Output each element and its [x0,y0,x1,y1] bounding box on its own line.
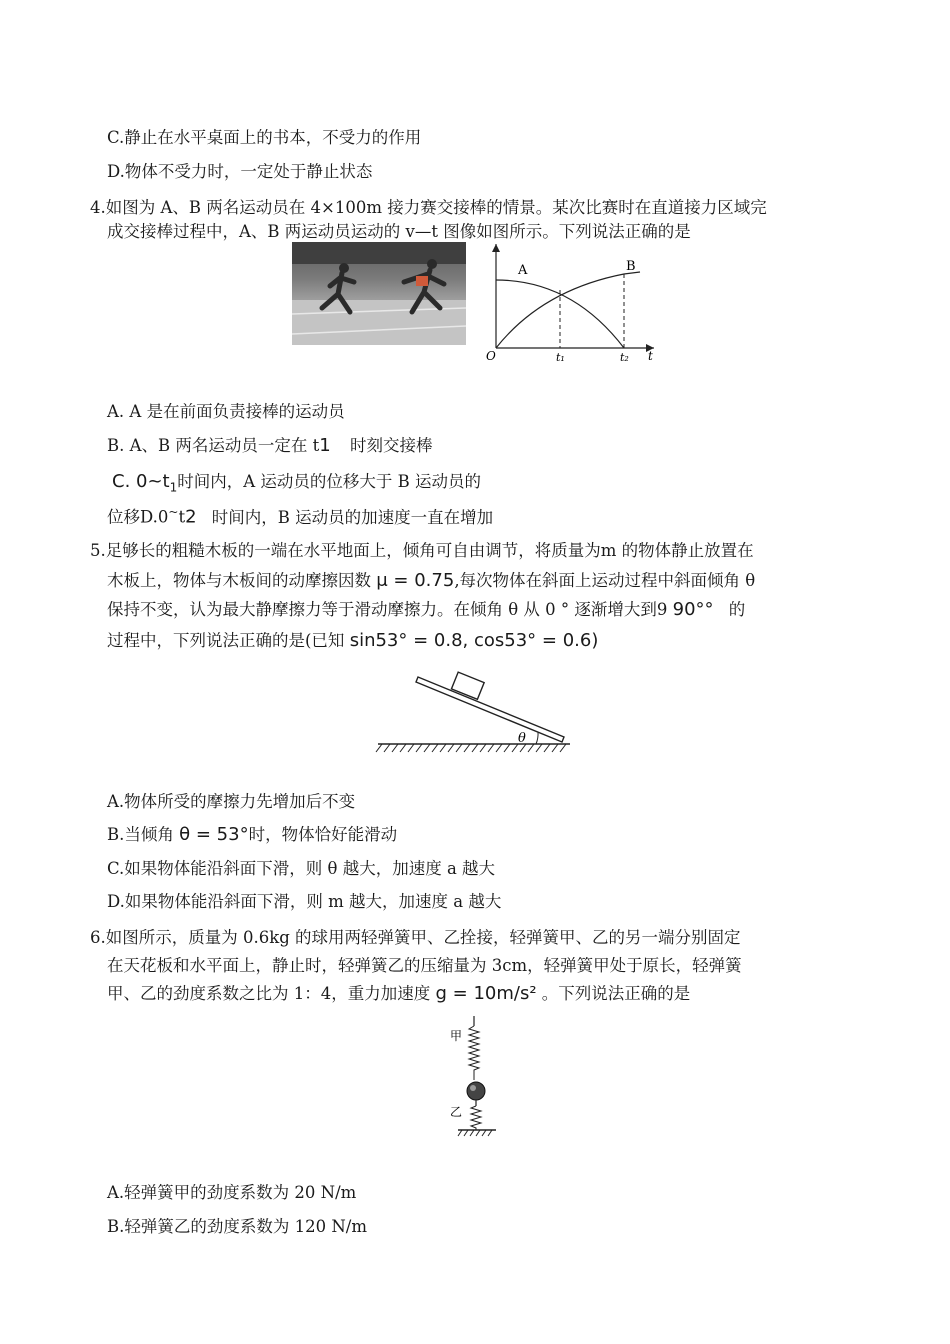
q5-stem-line2-prefix: 木板上，物体与木板间的动摩擦因数 [107,571,377,590]
q6-stem-line3 [107,982,690,1006]
figure-label-yi: 乙 [450,1105,463,1119]
q4-option-c-suffix: 时间内，A 运动员的位移大于 B 运动员的 [177,472,482,491]
figure-label-jia: 甲 [450,1029,463,1043]
graph-label-a: A [518,263,528,278]
q4-option-cd-prefix: 位移D.0 [107,507,169,527]
q5-option-a: A.物体所受的摩擦力先增加后不变 [107,792,356,811]
ball [467,1082,485,1100]
q3-option-c: C.静止在水平桌面上的书本，不受力的作用 [107,128,422,147]
q5-stem-line3-suffix: 的 [723,600,746,619]
q5-option-b [107,823,397,847]
q4-option-cd-t: t [178,507,186,527]
q4-option-b [107,434,432,458]
q6-g-formula: g = 10m/s² [435,983,537,1004]
q4-option-c-d-line [107,500,493,530]
q5-option-b-formula: θ = 53° [179,824,249,845]
q6-option-b: B.轻弹簧乙的劲度系数为 120 N/m [107,1217,367,1236]
q5-option-b-suffix: 时，物体恰好能滑动 [248,825,398,844]
q5-stem-line2 [107,569,755,593]
q5-stem-line4 [107,629,598,653]
spring-jia [469,1026,479,1080]
q5-stem-line4-prefix: 过程中，下列说法正确的是(已知 [107,631,350,650]
graph-label-b: B [626,259,636,274]
q6-stem-line1: 6.如图所示，质量为 0.6kg 的球用两轻弹簧甲、乙拴接，轻弹簧甲、乙的另一端分别固定 [90,928,741,947]
q5-angle-90: 90°° [672,599,714,620]
relay-runners-illustration [292,242,466,345]
figure-theta: θ [518,731,526,746]
q5-stem-line3-prefix: 保持不变，认为最大静摩擦力等于滑动摩擦力。在倾角 θ 从 0 ° 逐渐增大到9 [107,600,673,619]
q5-stem-line1: 5.足够长的粗糙木板的一端在水平地面上，倾角可自由调节，将质量为m 的物体静止放置在 [90,541,754,560]
graph-t1: t₁ [556,351,565,362]
q4-option-c-sub: 1 [169,480,178,495]
q4-option-a: A. A 是在前面负责接棒的运动员 [107,402,345,421]
incline-figure [370,660,580,756]
graph-t-axis: t [648,349,653,362]
graph-origin: O [486,349,496,362]
q4-option-cd-tilde: ~ [168,505,179,519]
relay-race-photo [292,242,466,345]
q4-option-cd-suffix: 时间内，B 运动员的加速度一直在增加 [206,507,494,527]
q6-stem-line3-suffix: 。下列说法正确的是 [536,984,691,1003]
q3-option-d: D.物体不受力时，一定处于静止状态 [107,162,373,181]
vt-graph [482,240,662,362]
spring-yi [471,1106,481,1130]
q6-option-a: A.轻弹簧甲的劲度系数为 20 N/m [107,1183,357,1202]
q6-stem-line2: 在天花板和水平面上，静止时，轻弹簧乙的压缩量为 3cm，轻弹簧甲处于原长，轻弹簧 [107,956,742,975]
q4-stem-line1: 4.如图为 A、B 两名运动员在 4×100m 接力赛交接棒的情景。某次比赛时在直道接力区域完 [90,198,767,217]
graph-t2: t₂ [620,351,629,362]
q5-trig-formula: sin53° = 0.8, cos53° = 0.6) [349,630,599,651]
q4-option-c-prefix: C. 0~t [112,471,170,492]
q4-option-c [112,470,481,499]
q5-stem-line2-suffix: ,每次物体在斜面上运动过程中斜面倾角 θ [454,571,756,590]
incline-board [416,677,564,742]
q4-option-cd-num: 2 [185,506,197,528]
q6-stem-line3-prefix: 甲、乙的劲度系数之比为 1：4，重力加速度 [107,984,436,1003]
q5-stem-line3 [107,598,745,622]
q5-option-c: C.如果物体能沿斜面下滑，则 θ 越大，加速度 a 越大 [107,859,496,878]
q5-option-b-prefix: B.当倾角 [107,825,180,844]
curve-b [496,272,640,348]
q5-option-d: D.如果物体能沿斜面下滑，则 m 越大，加速度 a 越大 [107,892,502,911]
q4-option-b-suffix: 时刻交接棒 [344,436,433,455]
q4-option-b-num: 1 [319,435,331,456]
q4-stem-line2: 成交接棒过程中，A、B 两运动员运动的 v—t 图像如图所示。下列说法正确的是 [107,222,691,241]
q4-option-b-prefix: B. A、B 两名运动员一定在 t [107,436,320,455]
q5-mu-formula: μ = 0.75 [376,570,455,591]
spring-ball-figure [444,1010,508,1140]
